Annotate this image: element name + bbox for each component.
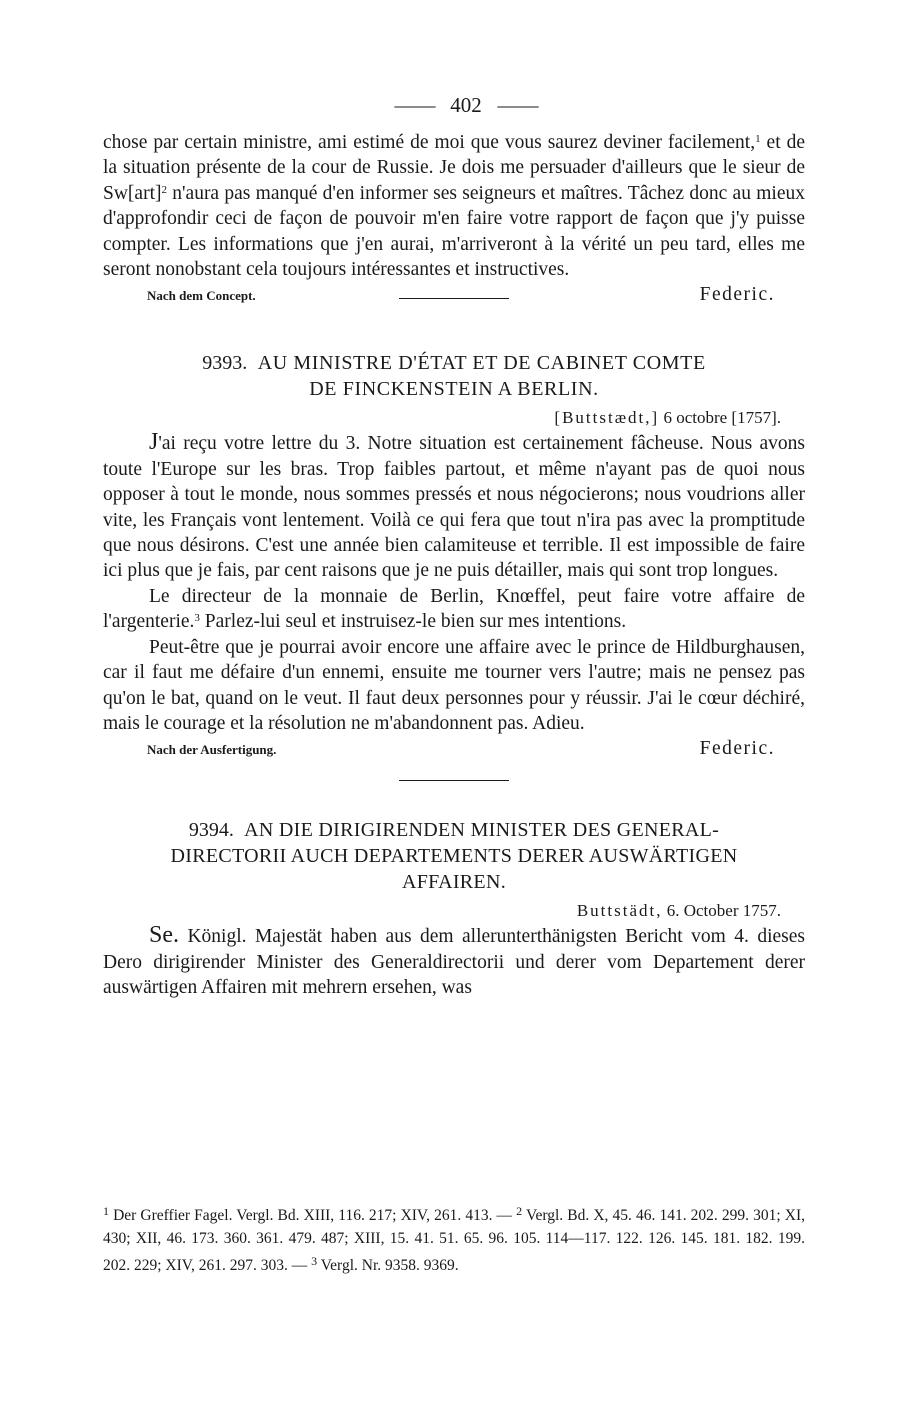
letter-9394-heading-line-2: DIRECTORII AUCH DEPARTEMENTS DERER AUSWÄRTIGEN: [170, 845, 738, 868]
letter-9393-paragraph-3: Peut-être que je pourrai avoir encore une affaire avec le prince de Hildburghausen, car il faut me défaire d'un ennemi, ensuite me tourner vers l'autre; mais ne pensez pas qu'on le bat, quand on le veut. Il faut deux personnes pour y réussir. J'ai le cœur déchiré, mais le courage et la résolution ne m'abandonnent pas. Adieu.: [103, 636, 805, 734]
letter-9394-number: 9394.: [188, 819, 234, 842]
footnote-ref-2: 2: [161, 183, 167, 196]
footnote-3-text: Vergl. Nr. 9358. 9369.: [317, 1257, 459, 1274]
letter-9393-paragraph-2: [103, 584, 805, 635]
letter-9393-heading-line-1: AU MINISTRE D'ÉTAT ET DE CABINET COMTE: [257, 352, 706, 375]
letter-9393-place: [Buttstædt,]: [554, 408, 660, 428]
page-number: [115, 90, 817, 120]
intro-text-1: chose par certain ministre, ami estimé de moi que vous saurez deviner facilement,: [103, 132, 756, 153]
intro-divider: [399, 298, 509, 299]
footnote-2-text: Vergl. Bd. X, 45. 46. 141. 202. 299. 301; XI, 430; XII, 46. 173. 360. 361. 479. 487; XIII, 15. 41. 51. 65. 96. 105. 114—117. 122. 126. 145. 181. 182. 199. 202. 229; XIV, 261. 297. 303. —: [103, 1207, 806, 1274]
letter-9393-number: 9393.: [202, 352, 248, 375]
letter-9393-paragraph-2-text-a: Le directeur de la monnaie de Berlin, Knœffel, peut faire votre affaire de l'argenterie.: [103, 585, 805, 633]
intro-text-3: n'aura pas manqué d'en informer ses seigneurs et maîtres. Tâchez donc au mieux d'approfondir ceci de façon de pouvoir m'en faire votre rapport de façon que j'y puisse compter. Les informations que j'en aurai, m'arriveront à la vérité un peu tard, elles me seront nonobstant cela toujours intéressantes et instructives.: [103, 182, 805, 281]
intro-text-2: et de la situation présente de la cour de Russie. Je dois me persuader d'ailleurs que le sieur de Sw[art]: [103, 132, 805, 204]
intro-source-row: [103, 284, 805, 306]
footnote-2-number: 2: [516, 1204, 523, 1218]
footnotes: [103, 1200, 805, 1278]
letter-9393-heading-line-2: DE FINCKENSTEIN A BERLIN.: [309, 378, 599, 401]
footnote-ref-1: 1: [755, 133, 761, 145]
letter-9393-heading: [103, 350, 805, 402]
letter-9393-paragraph-1: [103, 430, 805, 583]
page-number-value: 402: [450, 93, 482, 117]
letter-9393-source-note: Nach der Ausfertigung.: [147, 742, 277, 758]
page-number-dash-right: ——: [497, 93, 538, 117]
letter-9393-date: 6 octobre [1757].: [663, 408, 781, 428]
letter-9393-dateline: [103, 406, 781, 430]
letter-9393-divider: [399, 780, 509, 781]
letter-9394-place: Buttstädt,: [576, 901, 663, 921]
letter-9393-paragraph-2-text-b: Parlez-lui seul et instruisez-le bien sur mes intentions.: [199, 611, 627, 633]
letter-9393-signature: Federic.: [699, 738, 775, 760]
letter-9393-source-row: [103, 738, 805, 760]
letter-9394-dropcap: Se.: [149, 922, 179, 949]
footnote-ref-3: 3: [194, 612, 200, 625]
intro-signature: Federic.: [699, 284, 775, 306]
page-number-dash-left: ——: [394, 93, 435, 117]
letter-9394-paragraph-1: [103, 923, 805, 1000]
letter-9394-date: 6. October 1757.: [666, 901, 781, 921]
letter-9394-heading: [103, 817, 805, 895]
intro-source-note: Nach dem Concept.: [147, 288, 256, 304]
page-body: [103, 90, 805, 1001]
letter-9394-heading-line-3: AFFAIREN.: [401, 871, 506, 894]
letter-9394-paragraph-1-text: Königl. Majestät haben aus dem allerunterthänigsten Bericht vom 4. dieses Dero dirigirender Minister des Generaldirectorii und derer vom Departement derer auswärtigen Affairen mit mehrern ersehen, was: [103, 926, 805, 999]
footnote-1-number: 1: [103, 1204, 109, 1218]
letter-9394-dateline: [103, 899, 781, 923]
footnote-3-number: 3: [311, 1254, 318, 1268]
letter-9393-paragraph-1-text: 'ai reçu votre lettre du 3. Notre situation est certainement fâcheuse. Nous avons toute l'Europe sur les bras. Trop faibles partout, et même n'ayant pas de quoi nous opposer à tout le monde, nous sommes pressés et nous négocierons; nous voudrions aller vite, les Français vont lentement. Voilà ce qui fera que tout n'ira pas avec la promptitude que nous désirons. C'est une année bien calamiteuse et terrible. Il est impossible de faire ici plus que je fais, par cent raisons que je ne puis détailler, mais qui sont trop longues.: [103, 433, 805, 582]
letter-9393-dropcap: J: [149, 429, 159, 456]
letter-9394-heading-line-1: AN DIE DIRIGIRENDEN MINISTER DES GENERAL-: [244, 819, 720, 842]
intro-paragraph: [103, 130, 805, 282]
footnote-1-text: Der Greffier Fagel. Vergl. Bd. XIII, 116. 217; XIV, 261. 413. —: [109, 1207, 517, 1224]
